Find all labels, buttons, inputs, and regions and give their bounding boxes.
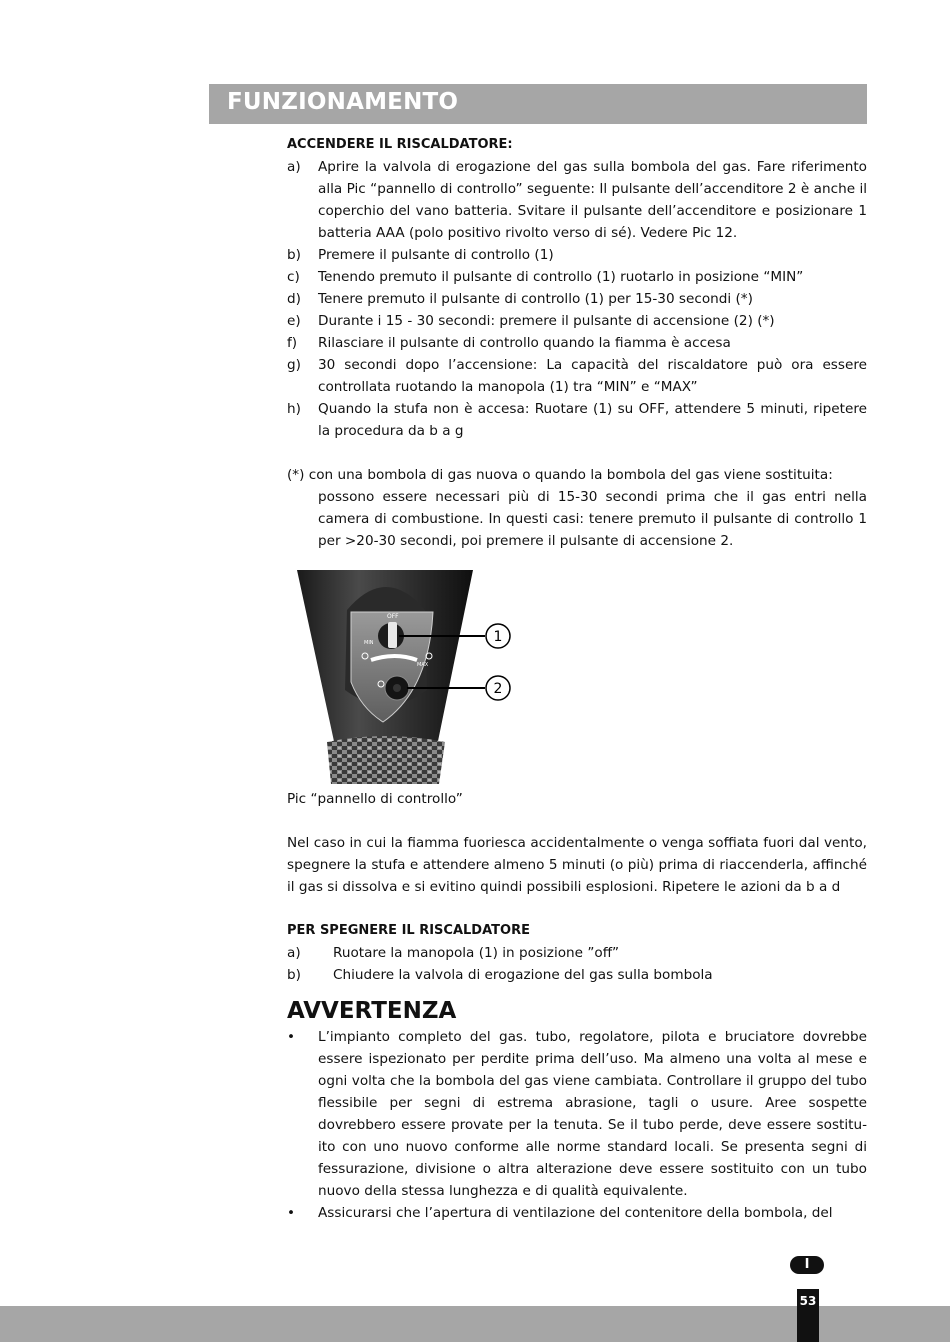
step-marker: a) bbox=[287, 159, 301, 175]
step-text: Rilasciare il pulsante di controllo quando la fiamma è accesa bbox=[318, 335, 731, 351]
step-d bbox=[287, 288, 867, 310]
step-text: Quando la stufa non è accesa: Ruotare (1) su OFF, attendere 5 minuti, ripetere la procedura da b a g bbox=[318, 401, 867, 439]
step-text: Aprire la valvola di erogazione del gas sulla bombola del gas. Fare riferimento alla Pic “pannello di controllo” seguente: Il pulsante dell’accenditore 2 è anche il coperchio del vano batteria. Svitare il pulsante dell’accenditore e posizionare 1 batteria AAA (polo positivo rivolto verso di sé). Vedere Pic 12. bbox=[318, 159, 867, 241]
note-first-line: (*) con una bombola di gas nuova o quando la bombola del gas viene sostituita: bbox=[287, 467, 833, 483]
step-b bbox=[287, 244, 867, 266]
step-marker: f) bbox=[287, 335, 298, 351]
warning-heading: AVVERTENZA bbox=[287, 998, 457, 1024]
step-text: Ruotare la manopola (1) in posizione ”off” bbox=[333, 945, 620, 961]
step-text: Tenendo premuto il pulsante di controllo (1) ruotarlo in posizione “MIN” bbox=[318, 269, 804, 285]
bullet-text: L’impianto completo del gas. tubo, regolatore, pilota e bruciatore dovrebbe essere ispezionato per perdite prima dell’uso. Ma almeno una volta al mese e ogni volta che la bombola del gas viene cambiata. Controllare il gruppo del tubo flessibile per segni di estrema abrasione, tagli o usure. Aree sospette dovrebbero essere provate per la tenuta. Se il tubo perde, deve essere sostitu-ito con uno nuovo conforme alle norme standard locali. Se presenta segni di fessurazione, divisione o altra alterazione deve essere sostituito con un tubo nuovo della stessa lunghezza e di qualità equivalente. bbox=[318, 1029, 867, 1199]
step-text: Tenere premuto il pulsante di controllo (1) per 15-30 secondi (*) bbox=[318, 291, 753, 307]
warning-bullet-2 bbox=[287, 1202, 867, 1224]
step-marker: b) bbox=[287, 967, 301, 983]
shutdown-heading: PER SPEGNERE IL RISCALDATORE bbox=[287, 923, 530, 938]
callout-2: 2 bbox=[493, 681, 503, 697]
step-marker: a) bbox=[287, 945, 301, 961]
step-marker: h) bbox=[287, 401, 301, 417]
step-h bbox=[287, 398, 867, 442]
flame-warning-paragraph: Nel caso in cui la fiamma fuoriesca accidentalmente o venga soffiata fuori dal vento, spegnere la stufa e attendere almeno 5 minuti (o più) prima di riaccenderla, affinché il gas si dissolva e si evitino quindi possibili esplosioni. Ripetere le azioni da b a d bbox=[287, 835, 867, 895]
language-badge: I bbox=[790, 1256, 824, 1274]
step-marker: g) bbox=[287, 357, 301, 373]
min-label: MIN bbox=[364, 640, 374, 646]
step-text: Chiudere la valvola di erogazione del gas sulla bombola bbox=[333, 967, 713, 983]
note-continuation: possono essere necessari più di 15-30 secondi prima che il gas entri nella camera di combustione. In questi casi: tenere premuto il pulsante di controllo 1 per >20-30 secondi, poi premere il pulsante di accensione 2. bbox=[318, 489, 867, 549]
bullet-text: Assicurarsi che l’apertura di ventilazione del contenitore della bombola, del bbox=[318, 1205, 833, 1221]
step-marker: c) bbox=[287, 269, 300, 285]
section-header-bar bbox=[209, 84, 867, 124]
step-text: Durante i 15 - 30 secondi: premere il pulsante di accensione (2) (*) bbox=[318, 313, 775, 329]
step-text: Premere il pulsante di controllo (1) bbox=[318, 247, 554, 263]
ignite-heading: ACCENDERE IL RISCALDATORE: bbox=[287, 137, 513, 152]
ignite-steps bbox=[287, 156, 867, 442]
step-c bbox=[287, 266, 867, 288]
step-marker: e) bbox=[287, 313, 301, 329]
figure-caption: Pic “pannello di controllo” bbox=[287, 791, 463, 807]
step-e bbox=[287, 310, 867, 332]
step-marker: d) bbox=[287, 291, 301, 307]
shutdown-step-a bbox=[287, 942, 867, 964]
step-g bbox=[287, 354, 867, 398]
control-panel-figure bbox=[287, 570, 517, 784]
new-cylinder-note bbox=[287, 464, 867, 552]
bullet-marker: • bbox=[287, 1029, 296, 1045]
step-marker: b) bbox=[287, 247, 301, 263]
step-f bbox=[287, 332, 867, 354]
bullet-marker: • bbox=[287, 1205, 296, 1221]
step-a bbox=[287, 156, 867, 244]
callout-1: 1 bbox=[493, 629, 503, 645]
shutdown-step-b bbox=[287, 964, 867, 986]
page-content bbox=[287, 134, 867, 1224]
section-title: FUNZIONAMENTO bbox=[227, 89, 459, 115]
control-panel-illustration bbox=[287, 570, 517, 784]
off-label: OFF bbox=[387, 613, 399, 620]
max-label: MAX bbox=[417, 662, 429, 668]
page-number: 53 bbox=[797, 1289, 819, 1342]
warning-bullet-1 bbox=[287, 1026, 867, 1202]
step-text: 30 secondi dopo l’accensione: La capacità del riscaldatore può ora essere controllata ruotando la manopola (1) tra “MIN” e “MAX” bbox=[318, 357, 867, 395]
